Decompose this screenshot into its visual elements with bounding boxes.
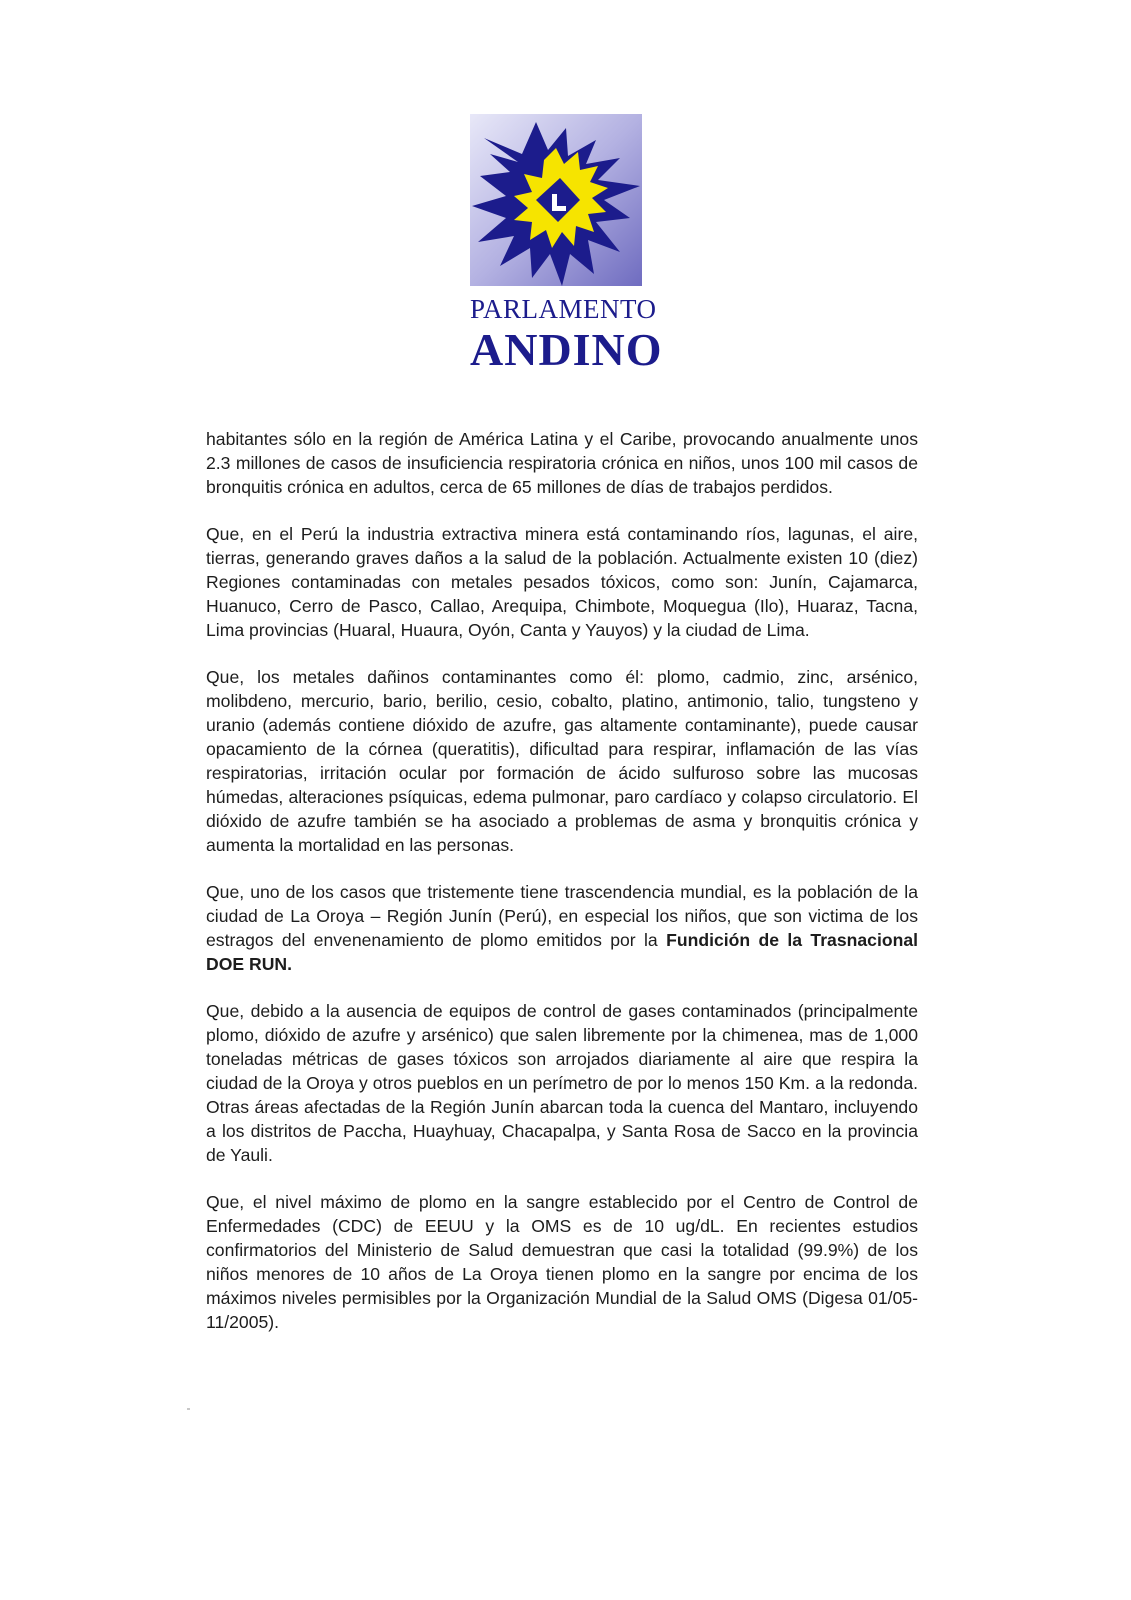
- paragraph-6: Que, el nivel máximo de plomo en la sangre establecido por el Centro de Control de Enfermedades (CDC) de EEUU y la OMS es de 10 ug/dL. En recientes estudios confirmatorios del Ministerio de Salud demuestran que casi la totalidad (99.9%) de los niños menores de 10 años de La Oroya tienen plomo en la sangre por encima de los máximos niveles permisibles por la Organización Mundial de la Salud OMS (Digesa 01/05-11/2005).: [206, 1192, 918, 1332]
- paragraph-5: Que, debido a la ausencia de equipos de control de gases contaminados (principalmente plomo, dióxido de azufre y arsénico) que salen libremente por la chimenea, mas de 1,000 toneladas métricas de gases tóxicos son arrojados diariamente al aire que respira la ciudad de la Oroya y otros pueblos en un perímetro de por lo menos 150 Km. a la redonda. Otras áreas afectadas de la Región Junín abarcan toda la cuenca del Mantaro, incluyendo a los distritos de Paccha, Huayhuay, Chacapalpa, y Santa Rosa de Sacco en la provincia de Yauli.: [206, 1001, 918, 1165]
- document-body: [206, 427, 918, 1332]
- doe-run-reference: Fundición de la Trasnacional DOE RUN.: [206, 930, 918, 974]
- logo-title-line1: PARLAMENTO: [470, 294, 657, 324]
- paragraph-4: [206, 880, 918, 976]
- logo-title-line2: ANDINO: [470, 324, 663, 375]
- paragraph-2: Que, en el Perú la industria extractiva minera está contaminando ríos, lagunas, el aire, tierras, generando graves daños a la salud de la población. Actualmente existen 10 (diez) Regiones contaminadas con metales pesados tóxicos, como son: Junín, Cajamarca, Huanuco, Cerro de Pasco, Callao, Arequipa, Chimbote, Moquegua (Ilo), Huaraz, Tacna, Lima provincias (Huaral, Huaura, Oyón, Canta y Yauyos) y la ciudad de Lima.: [206, 524, 918, 640]
- paragraph-1: habitantes sólo en la región de América Latina y el Caribe, provocando anualmente unos 2.3 millones de casos de insuficiencia respiratoria crónica en niños, unos 100 mil casos de bronquitis crónica en adultos, cerca de 65 millones de días de trabajos perdidos.: [206, 429, 918, 497]
- parlamento-andino-logo: [470, 114, 663, 375]
- scan-artifact: [187, 1408, 190, 1410]
- paragraph-4-text: Que, uno de los casos que tristemente tiene trascendencia mundial, es la población de la ciudad de La Oroya – Región Junín (Perú), en especial los niños, que son victima de los estragos del envenenamiento de plomo emitidos por la: [206, 882, 918, 950]
- paragraph-3: Que, los metales dañinos contaminantes como él: plomo, cadmio, zinc, arsénico, molibdeno, mercurio, bario, berilio, cesio, cobalto, platino, antimonio, talio, tungsteno y uranio (además contiene dióxido de azufre, gas altamente contaminante), puede causar opacamiento de la córnea (queratitis), dificultad para respirar, inflamación de las vías respiratorias, irritación ocular por formación de ácido sulfuroso sobre las mucosas húmedas, alteraciones psíquicas, edema pulmonar, paro cardíaco y colapso circulatorio. El dióxido de azufre también se ha asociado a problemas de asma y bronquitis crónica y aumenta la mortalidad en las personas.: [206, 667, 918, 855]
- sun-emblem-icon: [470, 114, 642, 286]
